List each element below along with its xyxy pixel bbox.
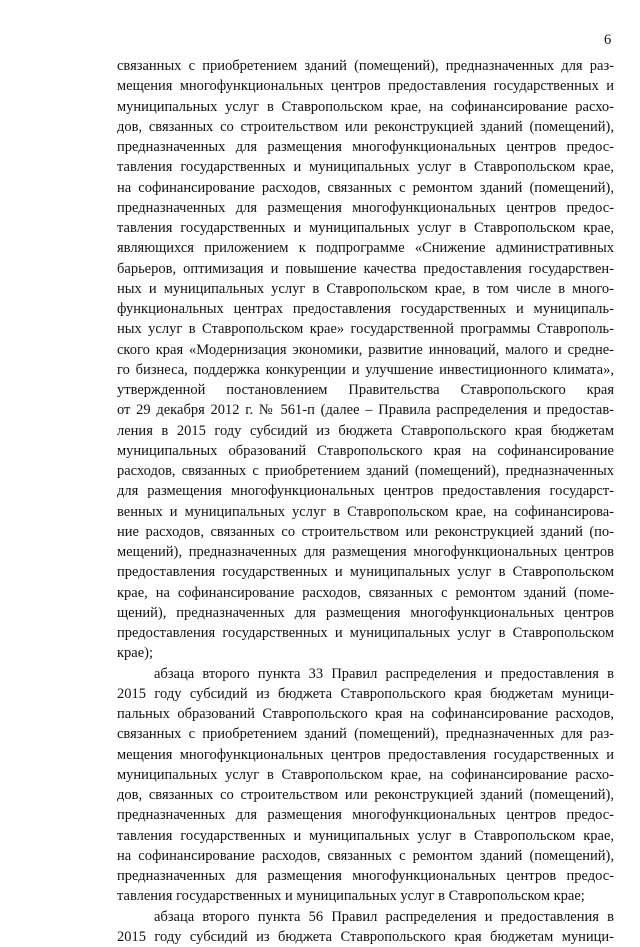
text-line: тавления государственных и муниципальных услуг в Ставропольском крае, bbox=[117, 826, 614, 846]
text-line: на софинансирование расходов, связанных с ремонтом зданий (помещений), bbox=[117, 846, 614, 866]
text-line: мещений), предназначенных для размещения многофункциональных центров bbox=[117, 542, 614, 562]
text-line: щений), предназначенных для размещения многофункциональных центров bbox=[117, 603, 614, 623]
text-line: дов, связанных со строительством или реконструкцией зданий (помещений), bbox=[117, 117, 614, 137]
text-line: мещения многофункциональных центров предоставления государственных и bbox=[117, 76, 614, 96]
text-line: связанных с приобретением зданий (помещений), предназначенных для раз- bbox=[117, 56, 614, 76]
text-line: го бизнеса, поддержка конкуренции и улучшение инвестиционного климата», bbox=[117, 360, 614, 380]
text-line: венных и муниципальных услуг в Ставропольском крае, на софинансирова- bbox=[117, 502, 614, 522]
paragraph bbox=[117, 664, 614, 907]
page-number: 6 bbox=[604, 32, 611, 49]
text-line: муниципальных образований Ставропольского края на софинансирование bbox=[117, 441, 614, 461]
text-line: для размещения многофункциональных центров предоставления государст- bbox=[117, 481, 614, 501]
text-line: на софинансирование расходов, связанных с ремонтом зданий (помещений), bbox=[117, 178, 614, 198]
text-line: ления в 2015 году субсидий из бюджета Ставропольского края бюджетам bbox=[117, 421, 614, 441]
text-line: ние расходов, связанных со строительством или реконструкцией зданий (по- bbox=[117, 522, 614, 542]
text-line: предназначенных для размещения многофункциональных центров предос- bbox=[117, 137, 614, 157]
text-line: ского края «Модернизация экономики, развитие инноваций, малого и средне- bbox=[117, 340, 614, 360]
text-line: предоставления государственных и муниципальных услуг в Ставропольском bbox=[117, 623, 614, 643]
text-line: тавления государственных и муниципальных услуг в Ставропольском крае, bbox=[117, 218, 614, 238]
text-line: связанных с приобретением зданий (помещений), предназначенных для раз- bbox=[117, 724, 614, 744]
text-line: являющихся приложением к подпрограмме «Снижение административных bbox=[117, 238, 614, 258]
text-line: утвержденной постановлением Правительства Ставропольского края bbox=[117, 380, 614, 400]
text-line: муниципальных услуг в Ставропольском крае, на софинансирование расхо- bbox=[117, 97, 614, 117]
paragraph bbox=[117, 907, 614, 947]
text-line: дов, связанных со строительством или реконструкцией зданий (помещений), bbox=[117, 785, 614, 805]
text-line: предназначенных для размещения многофункциональных центров предос- bbox=[117, 805, 614, 825]
document-body bbox=[117, 56, 614, 947]
text-line: предназначенных для размещения многофункциональных центров предос- bbox=[117, 198, 614, 218]
text-line: функциональных центрах предоставления государственных и муниципаль- bbox=[117, 299, 614, 319]
text-line: крае, на софинансирование расходов, связанных с ремонтом зданий (поме- bbox=[117, 583, 614, 603]
text-line: ных услуг в Ставропольском крае» государственной программы Ставрополь- bbox=[117, 319, 614, 339]
text-line: абзаца второго пункта 56 Правил распределения и предоставления в bbox=[117, 907, 614, 927]
text-line: крае); bbox=[117, 643, 614, 663]
text-line: тавления государственных и муниципальных услуг в Ставропольском крае; bbox=[117, 886, 614, 906]
text-line: пальных образований Ставропольского края на софинансирование расходов, bbox=[117, 704, 614, 724]
text-line: расходов, связанных с приобретением зданий (помещений), предназначенных bbox=[117, 461, 614, 481]
text-line: тавления государственных и муниципальных услуг в Ставропольском крае, bbox=[117, 157, 614, 177]
text-line: предназначенных для размещения многофункциональных центров предос- bbox=[117, 866, 614, 886]
text-line: 2015 году субсидий из бюджета Ставропольского края бюджетам муници- bbox=[117, 684, 614, 704]
text-line: мещения многофункциональных центров предоставления государственных и bbox=[117, 745, 614, 765]
text-line: абзаца второго пункта 33 Правил распределения и предоставления в bbox=[117, 664, 614, 684]
text-line: муниципальных услуг в Ставропольском крае, на софинансирование расхо- bbox=[117, 765, 614, 785]
paragraph bbox=[117, 56, 614, 664]
text-line: барьеров, оптимизация и повышение качества предоставления государствен- bbox=[117, 259, 614, 279]
text-line: от 29 декабря 2012 г. № 561-п (далее – Правила распределения и предостав- bbox=[117, 400, 614, 420]
text-line: предоставления государственных и муниципальных услуг в Ставропольском bbox=[117, 562, 614, 582]
text-line: ных и муниципальных услуг в Ставропольском крае, в том числе в много- bbox=[117, 279, 614, 299]
text-line: 2015 году субсидий из бюджета Ставропольского края бюджетам муници- bbox=[117, 927, 614, 947]
